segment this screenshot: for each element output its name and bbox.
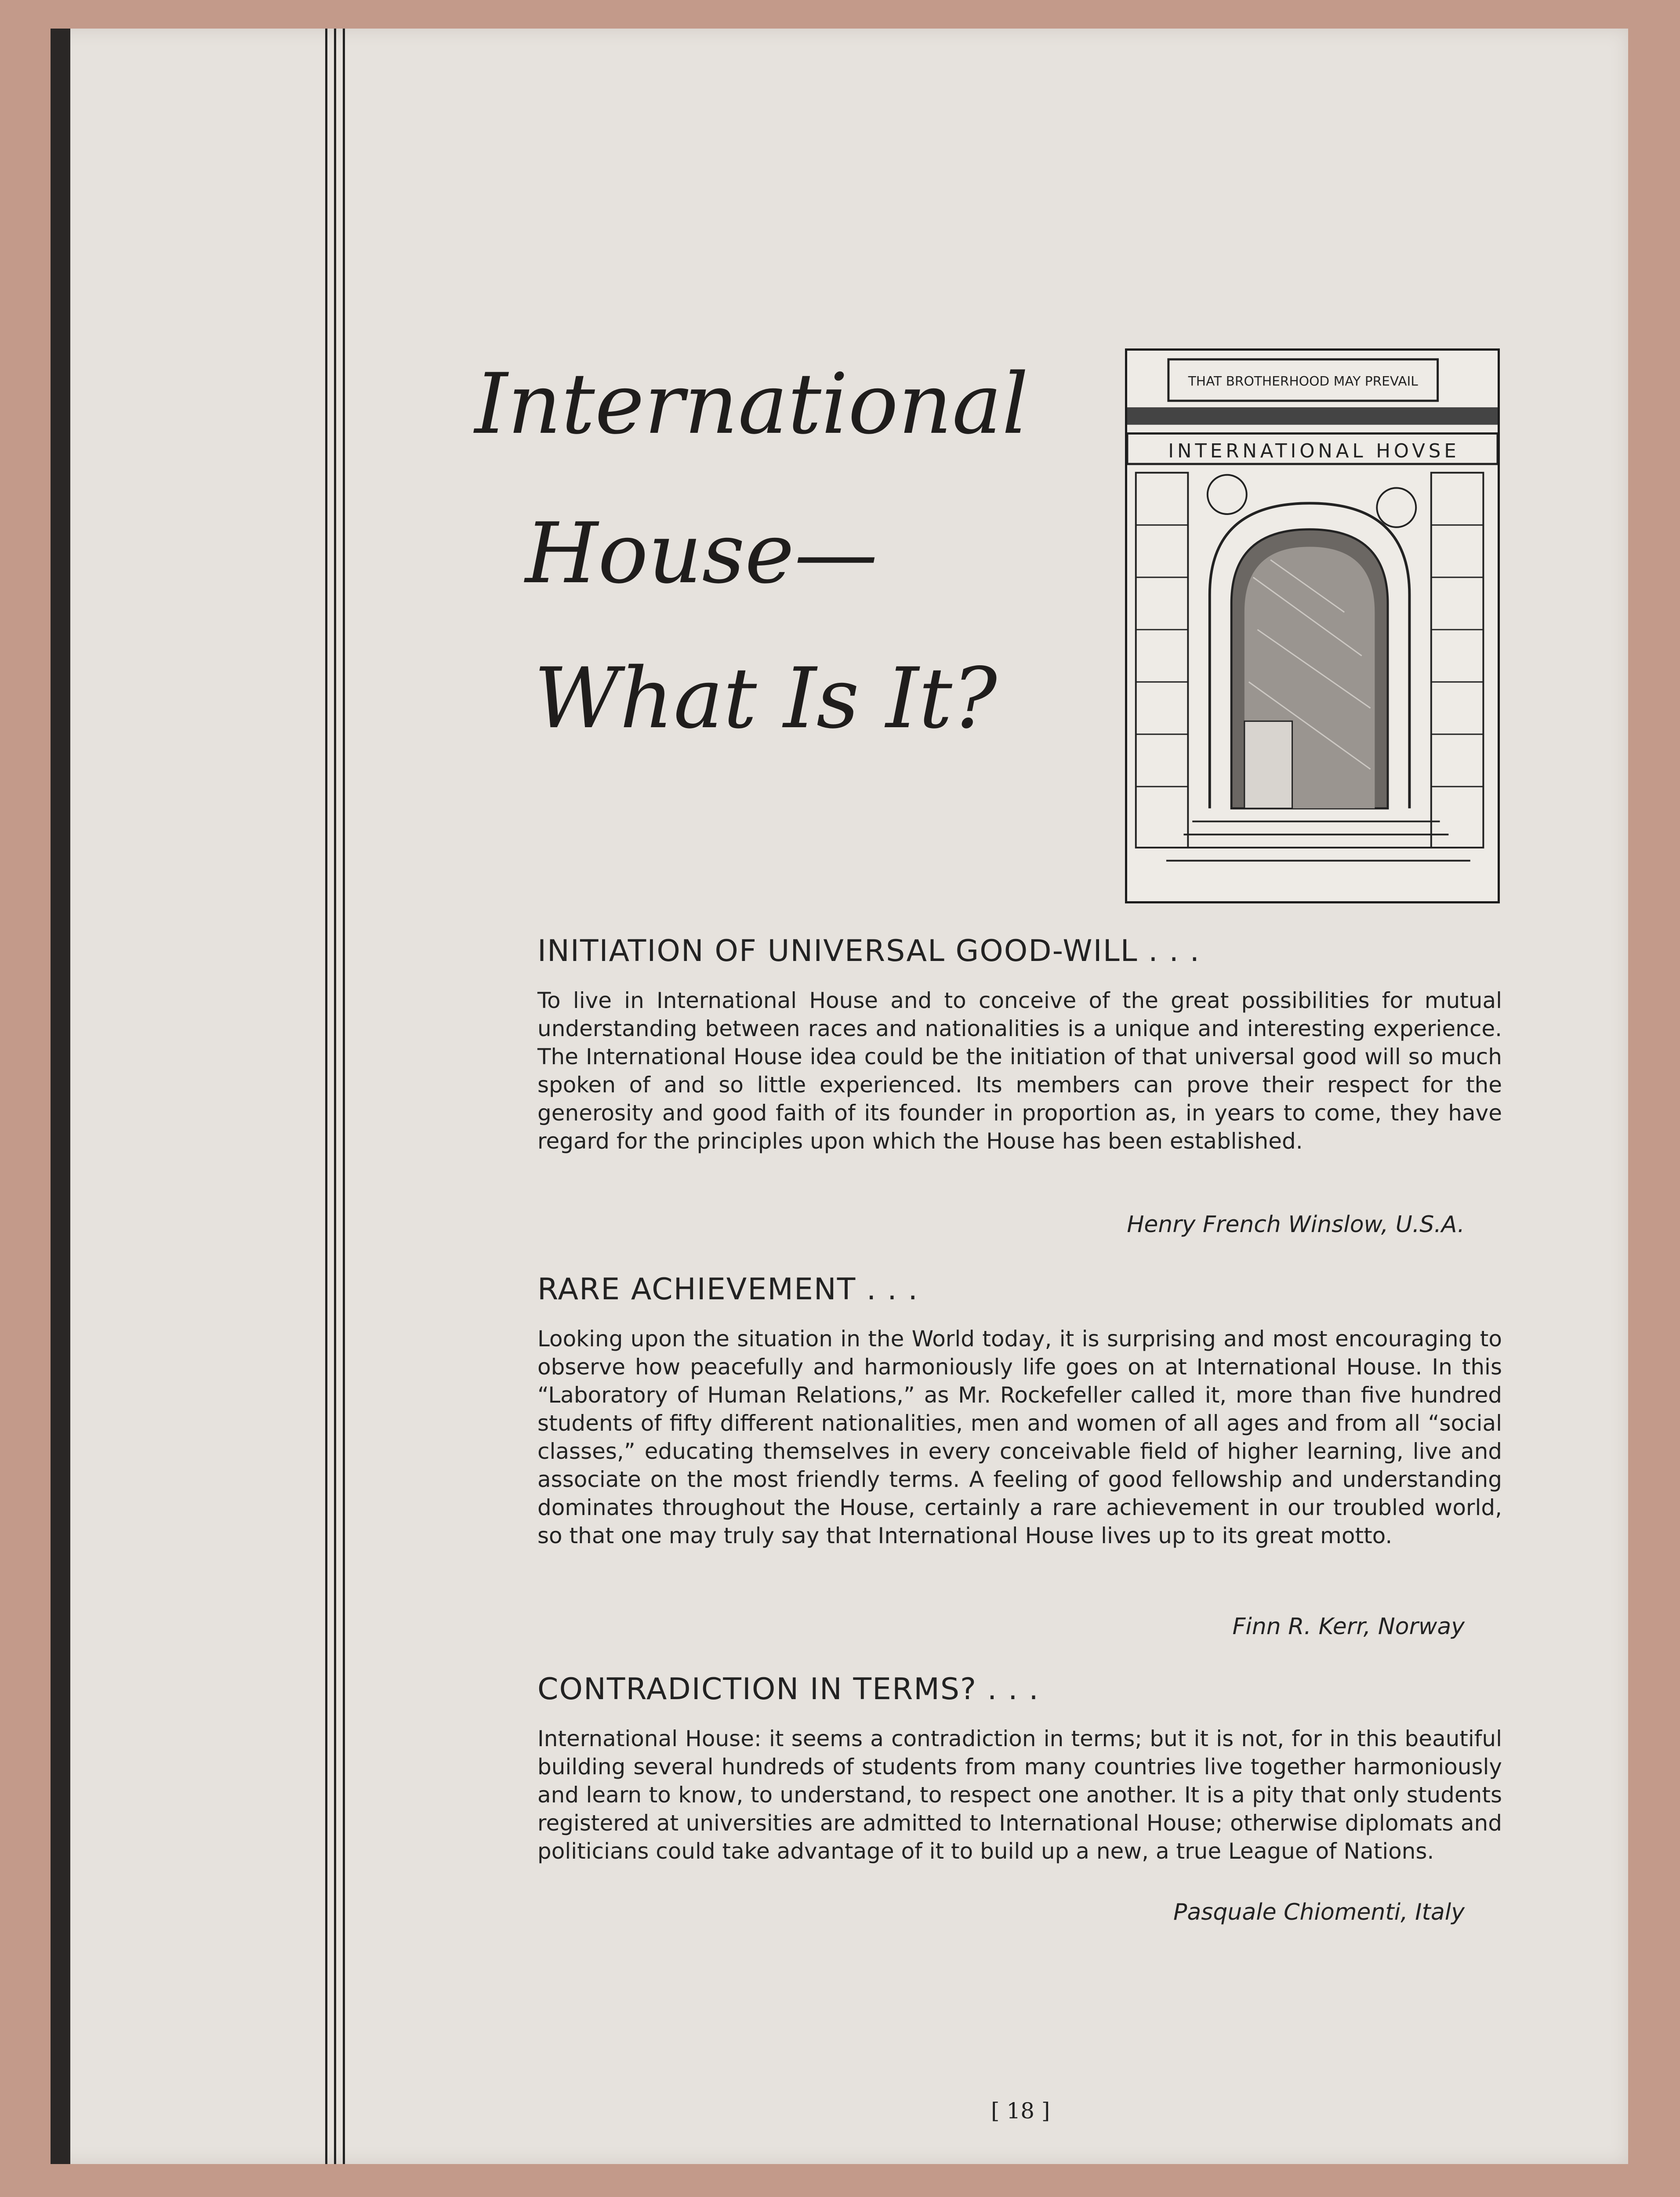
section-3-signature-row bbox=[537, 1898, 1465, 1926]
title-line-3: What Is It? bbox=[534, 650, 997, 747]
section-2-signature-row bbox=[537, 1613, 1465, 1641]
inscription-main: INTERNATIONAL HOVSE bbox=[1168, 440, 1460, 463]
book-page bbox=[51, 29, 1628, 2164]
section-2-author: Finn R. Kerr, Norway bbox=[1232, 1613, 1465, 1640]
building-illustration bbox=[1125, 348, 1500, 903]
section-1-heading: INITIATION OF UNIVERSAL GOOD-WILL . . . bbox=[537, 934, 1201, 968]
binding-edge bbox=[51, 29, 70, 2164]
spine-rule bbox=[343, 29, 345, 2164]
section-2-heading: RARE ACHIEVEMENT . . . bbox=[537, 1272, 919, 1307]
section-1-text: To live in International House and to conceive of the great possibilities for mutual understanding between races and nationalities is a unique and interesting experience. The International House idea could be the initiation of that universal good will so much spoken of and so little experienced. Its members can prove their respect for the generosity and good faith of its founder in proportion as, in years to come, they have regard for the principles upon which the House has been established. bbox=[537, 988, 1502, 1154]
arch-drawing bbox=[1127, 351, 1498, 901]
inscription-top: THAT BROTHERHOOD MAY PREVAIL bbox=[1188, 373, 1418, 389]
section-2-text: Looking upon the situation in the World today, it is surprising and most encouraging to observe how peacefully and harmoniously life goes on at International House. In this “Laboratory of Human Relations,” as Mr. Rockefeller called it, more than five hundred students of fifty different nationalities, men and women of all ages and from all “social classes,” educating themselves in every conceivable field of higher learning, live and associate on the most friendly terms. A feeling of good fellowship and understanding dominates throughout the House, certainly a rare achievement in our troubled world, so that one may truly say that International House lives up to its great motto. bbox=[537, 1326, 1502, 1548]
section-1-body bbox=[537, 986, 1502, 1155]
spine-rule bbox=[325, 29, 327, 2164]
section-3-heading: CONTRADICTION IN TERMS? . . . bbox=[537, 1672, 1039, 1707]
title-line-1: International bbox=[475, 355, 1029, 453]
section-3-text: International House: it seems a contradiction in terms; but it is not, for in this beautiful building several hundreds of students from many countries live together harmoniously and learn to know, to understand, to respect one another. It is a pity that only students registered at universities are admitted to International House; otherwise diplomats and politicians could take advantage of it to build up a new, a true League of Nations. bbox=[537, 1726, 1502, 1864]
title-line-2: House— bbox=[525, 505, 878, 602]
page-number: [ 18 ] bbox=[991, 2098, 1050, 2124]
section-3-body bbox=[537, 1725, 1502, 1865]
section-1-signature-row bbox=[537, 1211, 1465, 1239]
section-2-body bbox=[537, 1325, 1502, 1550]
section-1-author: Henry French Winslow, U.S.A. bbox=[1127, 1211, 1465, 1238]
section-3-author: Pasquale Chiomenti, Italy bbox=[1173, 1899, 1465, 1925]
spine-rule bbox=[334, 29, 336, 2164]
